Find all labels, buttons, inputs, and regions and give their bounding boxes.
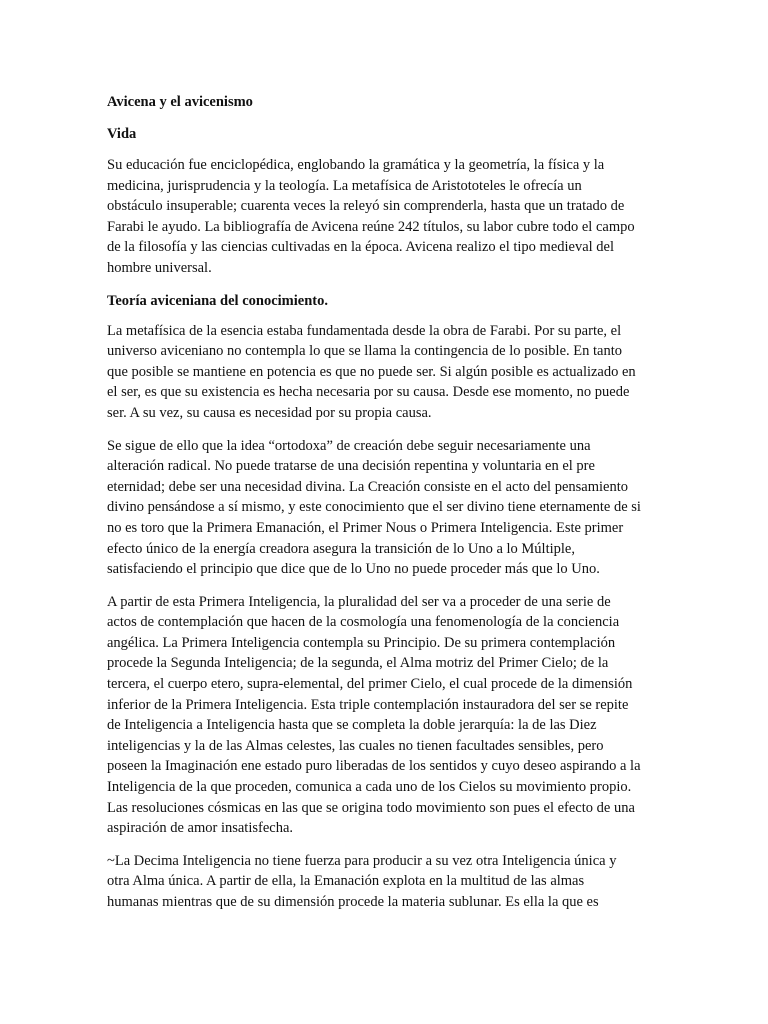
text-line: universo aviceniano no contempla lo que se llama la contingencia de lo posible. En tanto xyxy=(107,343,622,360)
text-line: ser. A su vez, su causa es necesidad por su propia causa. xyxy=(107,404,432,421)
text-line: Su educación fue enciclopédica, englobando la gramática y la geometría, la física y la xyxy=(107,157,605,173)
text-line: poseen la Imaginación ene estado puro liberadas de los sentidos y cuyo deseo aspirando a la xyxy=(107,758,641,775)
section-heading-vida: Vida xyxy=(107,126,137,142)
text-line: tercera, el cuerpo etero, supra-elemental, del primer Cielo, el cual procede de la dimensión xyxy=(107,676,633,693)
paragraph-decima-inteligencia xyxy=(107,851,663,913)
text-line: alteración radical. No puede tratarse de una decisión repentina y voluntaria en el pre xyxy=(107,458,595,475)
text-line: medicina, jurisprudencia y la teología. La metafísica de Aristototeles le ofrecía un xyxy=(107,177,582,194)
text-line: satisfaciendo el principio que dice que de lo Uno no puede proceder más que lo Uno. xyxy=(107,561,600,578)
text-line: angélica. La Primera Inteligencia contempla su Principio. De su primera contemplación xyxy=(107,634,616,651)
text-line: humanas mientras que de su dimensión procede la materia sublunar. Es ella la que es xyxy=(107,894,599,910)
text-line: obstáculo insuperable; cuarenta veces la releyó sin comprenderla, hasta que un tratado de xyxy=(107,198,625,215)
text-line: A partir de esta Primera Inteligencia, la pluralidad del ser va a proceder de una serie de xyxy=(107,593,611,610)
text-line: de la filosofía y las ciencias cultivadas en la época. Avicena realizo el tipo medieval del xyxy=(107,239,615,256)
paragraph-metafisica xyxy=(107,321,663,424)
text-line: ~La Decima Inteligencia no tiene fuerza para producir a su vez otra Inteligencia única y xyxy=(107,852,617,869)
text-line: otra Alma única. A partir de ella, la Emanación explota en la multitud de las almas xyxy=(107,873,585,890)
text-line: actos de contemplación que hacen de la cosmología una fenomenología de la conciencia xyxy=(107,614,620,631)
text-line: divino pensándose a sí mismo, y este conocimiento que el ser divino tiene eternamente de si xyxy=(107,499,641,516)
text-line: efecto único de la energía creadora asegura la transición de lo Uno a lo Múltiple, xyxy=(107,540,575,557)
text-line: eternidad; debe ser una necesidad divina. La Creación consiste en el acto del pensamiento xyxy=(107,478,628,495)
paragraph-primera-inteligencia xyxy=(107,592,663,839)
text-line: el ser, es que su existencia es hecha necesaria por su causa. Desde ese momento, no puede xyxy=(107,384,630,401)
text-line: inferior de la Primera Inteligencia. Esta triple contemplación instauradora del ser se repite xyxy=(107,696,629,713)
document-title: Avicena y el avicenismo xyxy=(107,94,253,110)
text-line: Las resoluciones cósmicas en las que se origina todo movimiento son pues el efecto de una xyxy=(107,799,635,816)
text-line: que posible se mantiene en potencia es que no puede ser. Si algún posible es actualizado en xyxy=(107,363,636,380)
paragraph-vida xyxy=(107,155,663,279)
paragraph-creacion xyxy=(107,436,663,580)
text-line: Inteligencia de la que proceden, comunica a cada uno de los Cielos su movimiento propio. xyxy=(107,779,632,796)
text-line: inteligencias y la de las Almas celestes, las cuales no tienen facultades sensibles, pero xyxy=(107,737,604,754)
text-line: Se sigue de ello que la idea “ortodoxa” de creación debe seguir necesariamente una xyxy=(107,437,591,454)
text-line: La metafísica de la esencia estaba fundamentada desde la obra de Farabi. Por su parte, el xyxy=(107,322,622,339)
text-line: no es toro que la Primera Emanación, el Primer Nous o Primera Inteligencia. Este primer xyxy=(107,519,624,536)
text-line: procede la Segunda Inteligencia; de la segunda, el Alma motriz del Primer Cielo; de la xyxy=(107,655,609,672)
section-heading-teoria: Teoría aviceniana del conocimiento. xyxy=(107,292,328,309)
document-page xyxy=(107,92,663,925)
text-line: aspiración de amor insatisfecha. xyxy=(107,820,294,837)
text-line: hombre universal. xyxy=(107,259,212,276)
text-line: Farabi le ayudo. La bibliografía de Avicena reúne 242 títulos, su labor cubre todo el campo xyxy=(107,218,635,235)
text-line: de Inteligencia a Inteligencia hasta que se completa la doble jerarquía: la de las Diez xyxy=(107,717,597,734)
